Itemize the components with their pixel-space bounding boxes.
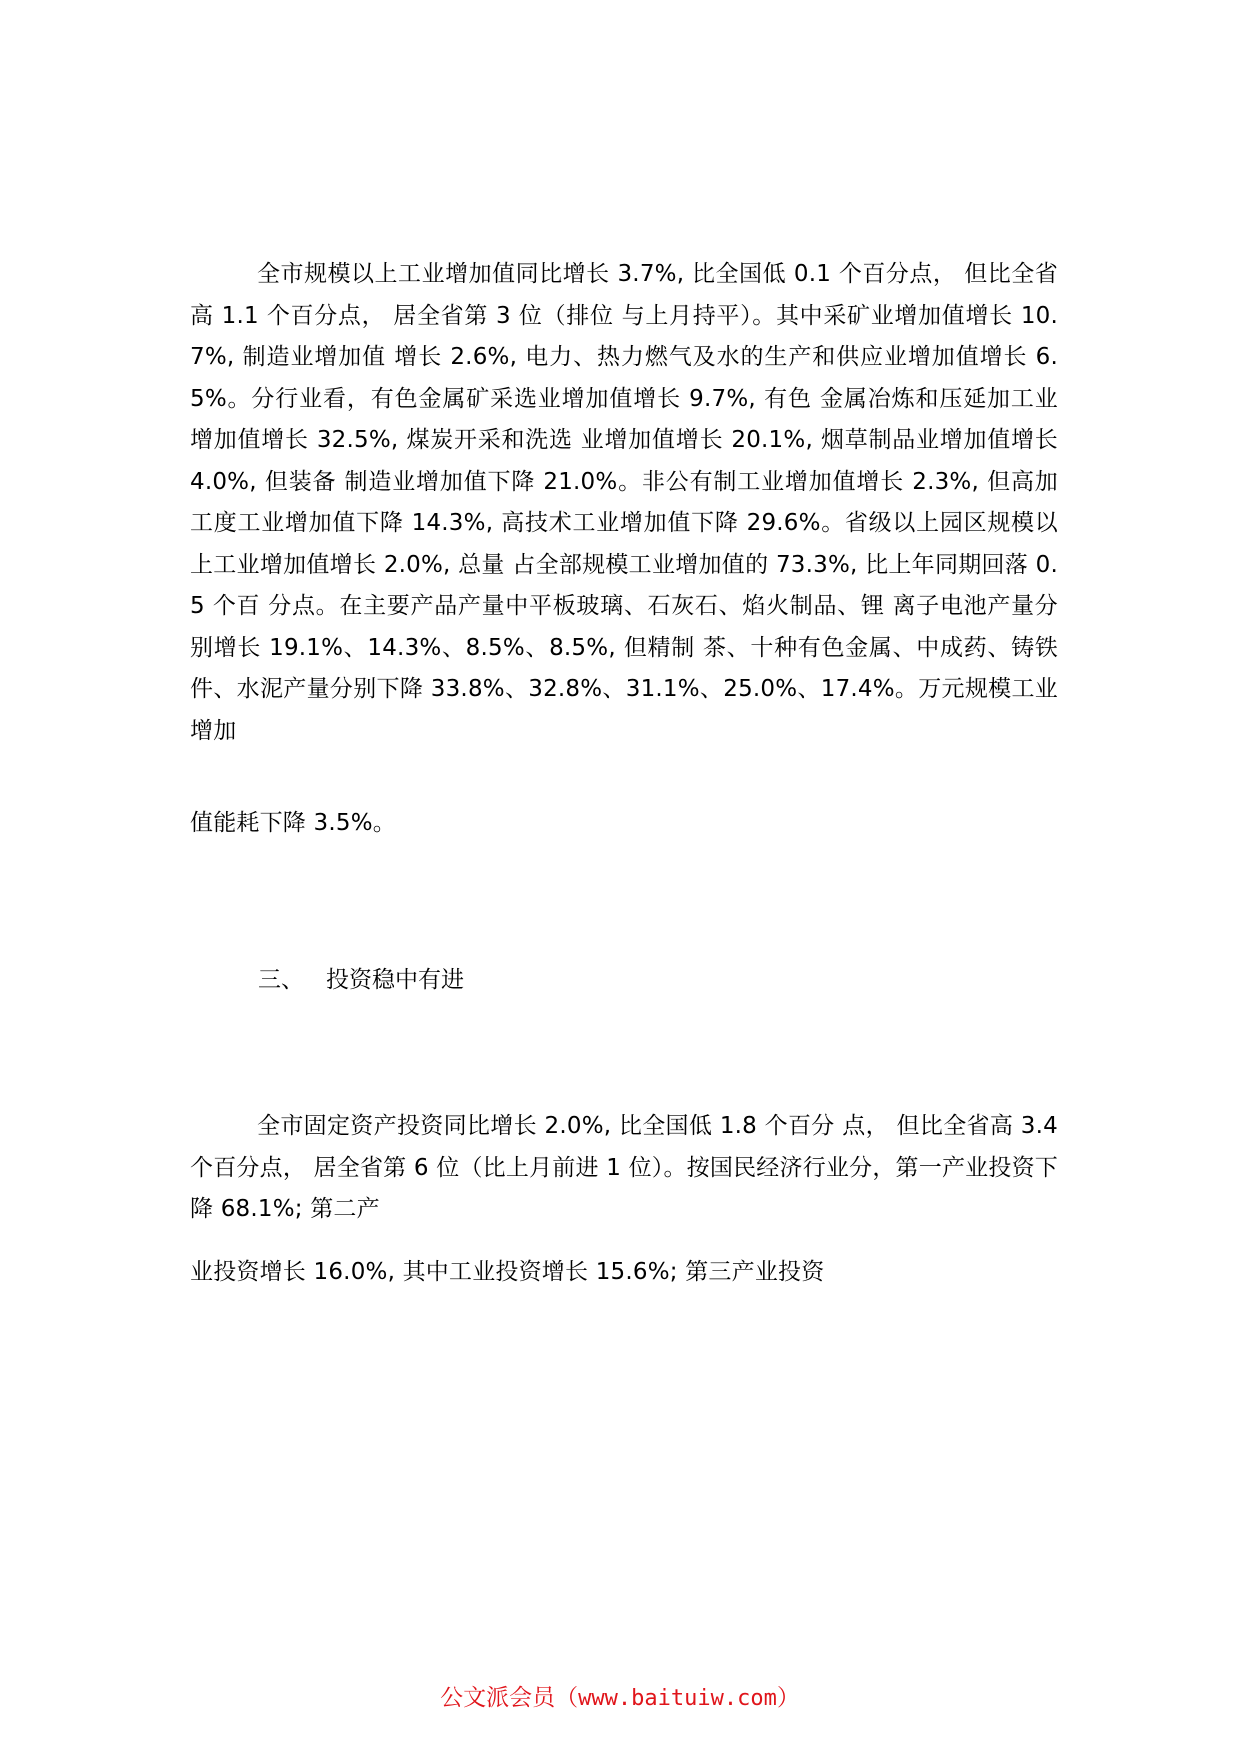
industry-paragraph: 全市规模以上工业增加值同比增长 3.7%, 比全国低 0.1 个百分点， 但比全省高 1.1 个百分点， 居全省第 3 位（排位 与上月持平）。其中采矿业增加值增长 10.7%, 制造业增加值 增长 2.6%, 电力、热力燃气及水的生产和供应业增加值增长 6.5%。分行业看，有色金属矿采选业增加值增长 9.7%, 有色 金属冶炼和压延加工业增加值增长 32.5%, 煤炭开采和洗选 业增加值增长 20.1%, 烟草制品业增加值增长 4.0%, 但装备 制造业增加值下降 21.0%。非公有制工业增加值增长 2.3%, 但高加工度工业增加值下降 14.3%, 高技术工业增加值下降 29.6%。省级以上园区规模以上工业增加值增长 2.0%, 总量 占全部规模工业增加值的 73.3%, 比上年同期回落 0.5 个百 分点。在主要产品产量中平板玻璃、石灰石、焰火制品、锂 离子电池产量分别增长 19.1%、14.3%、8.5%、8.5%, 但精制 茶、十种有色金属、中成药、铸铁件、水泥产量分别下降 33.8%、32.8%、31.1%、25.0%、17.4%。万元规模工业增加 (190, 261, 1058, 744)
section-heading-number: 三、 (258, 967, 304, 993)
investment-paragraph-continuation: 业投资增长 16.0%, 其中工业投资增长 15.6%; 第三产业投资 (190, 1259, 825, 1285)
footer-brand: 公文派会员 (440, 1685, 556, 1711)
footer-open-paren: （ (555, 1685, 579, 1711)
section-heading (258, 962, 464, 998)
footer-watermark (0, 1680, 1240, 1717)
section-heading-text: 投资稳中有进 (326, 967, 464, 993)
footer-close-paren: ） (776, 1685, 800, 1711)
investment-paragraph: 全市固定资产投资同比增长 2.0%, 比全国低 1.8 个百分 点， 但比全省高 3.4 个百分点， 居全省第 6 位（比上月前进 1 位）。按国民经济行业分，第一产业投资下降 68.1%; 第二产 (190, 1113, 1058, 1222)
industry-paragraph-continuation: 值能耗下降 3.5%。 (190, 810, 396, 836)
footer-url[interactable]: www.baituiw.com (578, 1686, 777, 1711)
